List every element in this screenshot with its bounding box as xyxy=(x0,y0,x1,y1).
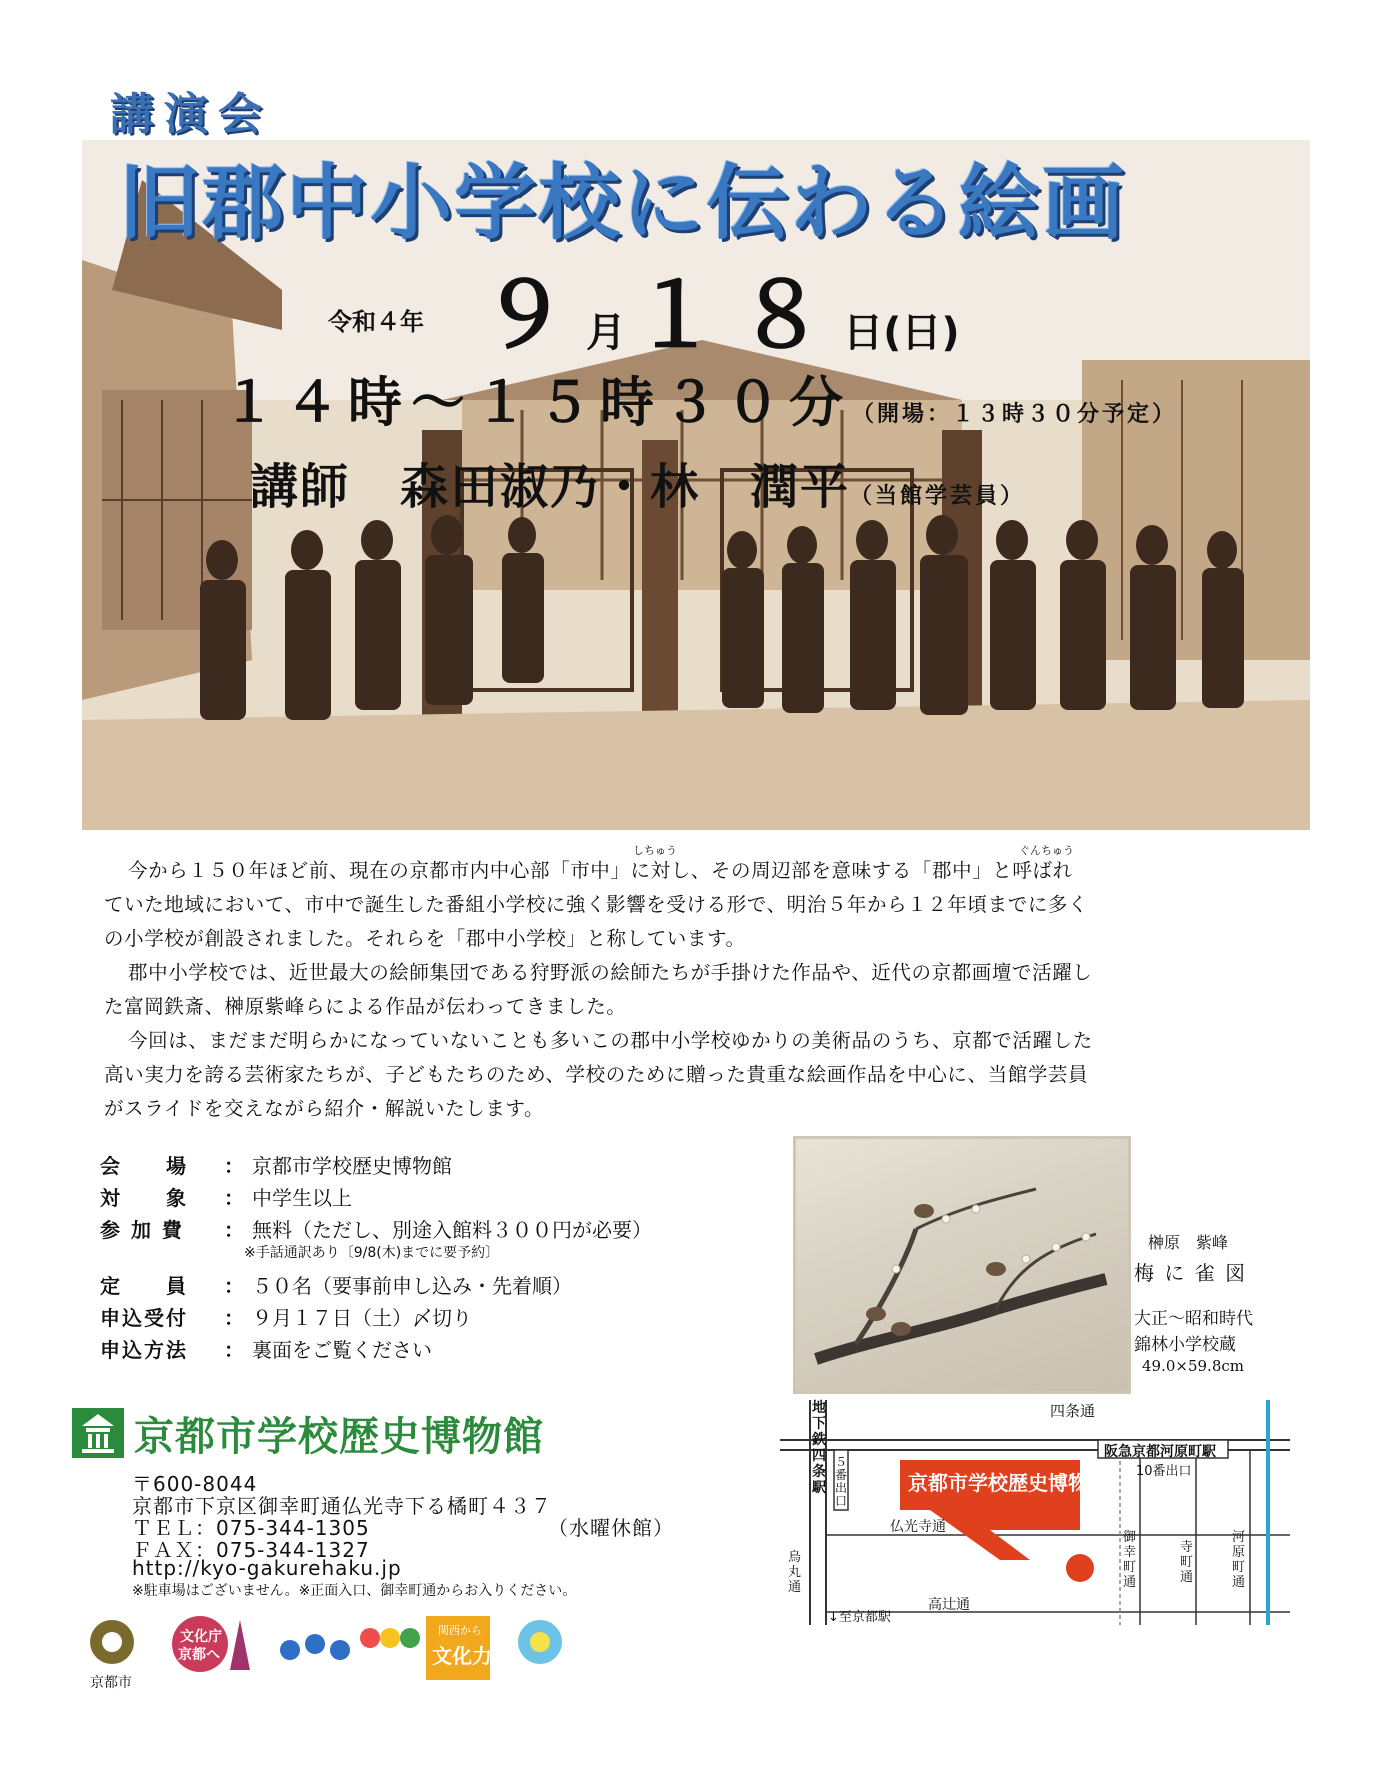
sponsor-agency-line2: 京都へ xyxy=(178,1647,220,1663)
painting-title: 梅 に 雀 図 xyxy=(1134,1261,1248,1285)
ruby-gunchu: ぐんちゅう xyxy=(1019,844,1074,857)
map-takatsuji: 高辻通 xyxy=(928,1597,970,1613)
ruby-shichu: しちゅう xyxy=(633,844,677,857)
sponsor-logo-shapes xyxy=(80,1610,600,1700)
target-value: 中学生以上 xyxy=(252,1186,352,1210)
sponsor-logos xyxy=(80,1610,600,1700)
access-map xyxy=(780,1400,1290,1625)
museum-tel: ＴＥＬ：075-344-1305 xyxy=(132,1516,370,1540)
lecturer-line xyxy=(250,448,1025,517)
p2-line2: た富岡鉄斎、榊原紫峰らによる作品が伝わってきました。 xyxy=(104,995,627,1018)
colon: ： xyxy=(224,1186,244,1210)
museum-fax: ＦＡＸ：075-344-1327 xyxy=(132,1538,370,1562)
museum-logo-icon xyxy=(72,1408,124,1458)
map-kawaramachi: 河原町通 xyxy=(1232,1530,1246,1590)
museum-url[interactable]: http://kyo-gakurehaku.jp xyxy=(132,1556,402,1580)
p1-line3: の小学校が創設されました。それらを「郡中小学校」と称しています。 xyxy=(104,927,746,950)
date-month: ９ xyxy=(480,264,587,367)
paragraph-1 xyxy=(104,854,1304,956)
colon: ： xyxy=(224,1154,244,1178)
event-title: 旧郡中小学校に伝わる絵画 xyxy=(118,155,1127,251)
target-label: 対 象 xyxy=(100,1186,188,1210)
museum-closed: （水曜休館） xyxy=(548,1516,674,1540)
museum-address: 京都市下京区御幸町通仏光寺下る橘町４３７ xyxy=(132,1494,552,1518)
event-kicker: 講演会 xyxy=(110,89,272,140)
map-shijo: 四条通 xyxy=(1050,1402,1096,1420)
p1-line2: ていた地域において、市中で誕生した番組小学校に強く影響を受ける形で、明治５年から１２年頃までに多く xyxy=(104,893,1089,916)
fee-value: 無料（ただし、別途入館料３００円が必要） xyxy=(252,1218,652,1242)
colon: ： xyxy=(224,1274,244,1298)
date-weekday: (日) xyxy=(883,310,960,356)
deadline-label: 申込受付 xyxy=(100,1306,188,1330)
venue-value: 京都市学校歴史博物館 xyxy=(252,1154,452,1178)
p3-line1: 今回は、まだまだ明らかになっていないことも多いこの郡中小学校ゆかりの美術品のうち、京都で活躍した xyxy=(128,1029,1093,1052)
capacity-label: 定 員 xyxy=(100,1274,188,1298)
map-teramachi: 寺町通 xyxy=(1180,1540,1194,1585)
fee-note: ※手話通訳あり〔9/8(木)までに要予約〕 xyxy=(244,1245,500,1261)
painting-artist: 榊原 紫峰 xyxy=(1148,1233,1229,1252)
map-bukkoji: 仏光寺通 xyxy=(890,1519,946,1535)
fee-label: 参 加 費 xyxy=(100,1218,184,1242)
map-exit10: 10番出口 xyxy=(1136,1464,1192,1479)
map-karasuma: 烏丸通 xyxy=(788,1550,802,1595)
event-time xyxy=(222,360,1177,437)
painting-size: 49.0×59.8cm xyxy=(1142,1357,1244,1375)
p3-line3: がスライドを交えながら紹介・解説いたします。 xyxy=(104,1097,545,1120)
date-day-unit: 日 xyxy=(843,310,884,356)
method-value: 裏面をご覧ください xyxy=(252,1338,432,1362)
map-roads xyxy=(780,1400,1290,1625)
painting-period: 大正～昭和時代 xyxy=(1134,1309,1253,1329)
capacity-value: ５０名（要事前申し込み・先着順） xyxy=(252,1274,572,1298)
doors-open-note: （開場：１３時３０分予定） xyxy=(852,402,1178,427)
p2-line1: 郡中小学校では、近世最大の絵師集団である狩野派の絵師たちが手掛けた作品や、近代の京都画壇で活躍し xyxy=(128,961,1093,984)
date-day: １８ xyxy=(631,264,844,367)
painting-image xyxy=(793,1136,1131,1394)
map-subway: 地下鉄四条駅 xyxy=(812,1400,826,1496)
paragraph-2 xyxy=(104,956,1304,1024)
lecturer-names: 講師 森田淑乃・林 潤平 xyxy=(250,459,851,515)
map-hankyu: 阪急京都河原町駅 xyxy=(1104,1444,1216,1460)
venue-label: 会 場 xyxy=(100,1154,188,1178)
event-date xyxy=(480,246,960,372)
colon: ： xyxy=(224,1338,244,1362)
paragraph-3 xyxy=(104,1024,1304,1126)
sponsor-bunka: 文化力 xyxy=(432,1644,492,1668)
colon: ： xyxy=(224,1306,244,1330)
lecturer-note: （当館学芸員） xyxy=(850,484,1026,509)
museum-postal: 〒600-8044 xyxy=(132,1472,258,1496)
sponsor-bunka-top: 関西から xyxy=(438,1624,482,1637)
date-month-unit: 月 xyxy=(586,310,627,356)
p3-line2: 高い実力を誇る芸術家たちが、子どもたちのため、学校のために贈った貴重な絵画作品を中心に、当館学芸員 xyxy=(104,1063,1089,1086)
map-exit5: ５番出口 xyxy=(835,1455,848,1508)
p1-line1: 今から１５０年ほど前、現在の京都市内中心部「市中」に対し、その周辺部を意味する「郡中」と呼ばれ xyxy=(128,859,1073,882)
museum-notice: ※駐車場はございません。※正面入口、御幸町通からお入りください。 xyxy=(132,1583,577,1599)
colon: ： xyxy=(224,1218,244,1242)
painting-owner: 錦林小学校蔵 xyxy=(1134,1335,1236,1355)
map-museum-label: 京都市学校歴史博物館 xyxy=(908,1471,1108,1495)
event-time-range: １４時～１５時３０分 xyxy=(222,371,852,434)
sponsor-agency-line1: 文化庁 xyxy=(180,1629,222,1645)
method-label: 申込方法 xyxy=(100,1338,188,1362)
sponsor-city: 京都市 xyxy=(90,1675,132,1691)
museum-name: 京都市学校歴史博物館 xyxy=(134,1413,544,1460)
plum-sparrow-painting xyxy=(796,1139,1128,1391)
deadline-value: ９月１７日（土）〆切り xyxy=(252,1306,472,1330)
era-label: 令和４年 xyxy=(328,308,424,336)
map-gokomachi: 御幸町通 xyxy=(1123,1530,1137,1590)
map-to-station: ↓至京都駅 xyxy=(828,1610,891,1625)
